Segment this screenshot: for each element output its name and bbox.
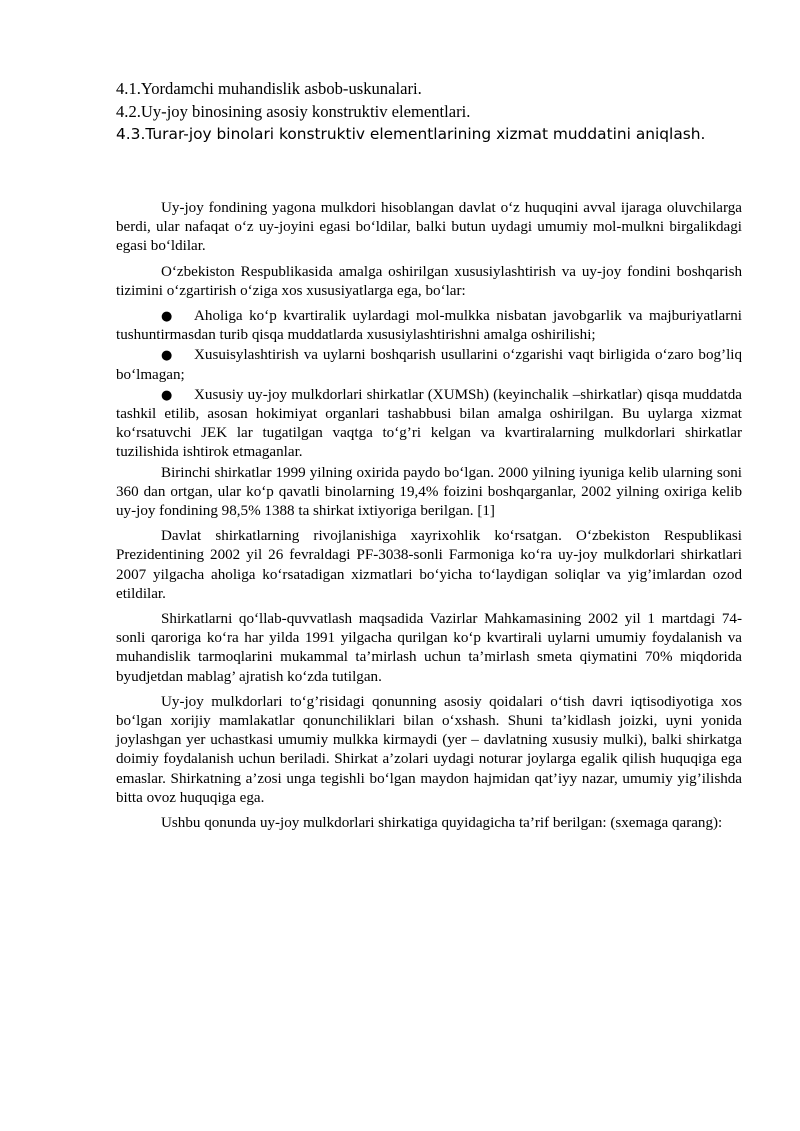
bullet-item-1: [116, 307, 742, 345]
heading-4-2: 4.2.Uy-joy binosining asosiy konstruktiv elementlari.: [116, 101, 471, 121]
heading-4-3: 4.3.Turar-joy binolari konstruktiv elementlarining xizmat muddatini aniqlash.: [116, 125, 706, 143]
bullet-item-3: [116, 386, 742, 463]
paragraph-6: Uy-joy mulkdorlari to‘g’risidagi qonunning asosiy qoidalari o‘tish davri iqtisodiyotiga xos bo‘lgan xorijiy mamlakatlar qonunchiliklari bilan o‘xshash. Shuni ta’kidlash joizki, uyni yonida joylashgan yer uchastkasi umumiy mulkka kirmaydi (yer – davlatning xususiy mulki), balki shirkatga doimiy foydalanish uchun beriladi. Shirkat a’zolari uydagi noturar joylarga egalik qilish huquqiga ega emaslar. Shirkatning a’zosi unga tegishli bo‘lgan maydon hajmidan qat’iyy nazar, umumiy yig’ilishda bitta ovoz huquqiga ega.: [116, 693, 742, 806]
paragraph-2: O‘zbekiston Respublikasida amalga oshirilgan xususiylashtirish va uy-joy fondini boshqarish tizimini o‘zgartirish o‘ziga xos xususiyatlarga ega, bo‘lar:: [116, 263, 742, 299]
paragraph-1: Uy-joy fondining yagona mulkdori hisoblangan davlat o‘z huquqini avval ijaraga oluvchilarga berdi, ular nafaqat o‘z uy-joyini egasi bo‘ldilar, balki butun uydagi umumiy mol-mulkni birgalikdagi egasi bo‘ldilar.: [116, 200, 742, 255]
bullet-icon: ●: [161, 309, 173, 325]
section-headings: [116, 78, 776, 146]
bullet-icon: ●: [161, 387, 173, 403]
document-body: [116, 199, 742, 839]
bullet-text: Xususiy uy-joy mulkdorlari shirkatlar (XUMSh) (keyinchalik –shirkatlar) qisqa muddatda tashkil etilib, asosan hokimiyat organlari tashabbusi bilan amalga oshirilgan. Bu uylarga xizmat ko‘rsatuvchi JEK lar tugatilgan vaqtga to‘g’ri kelgan va kvartiralarning mulkdorlari shirkatlar tuzilishida ishtirok etmaganlar.: [116, 386, 742, 461]
paragraph-4: Davlat shirkatlarning rivojlanishiga xayrixohlik ko‘rsatgan. O‘zbekiston Respublikasi Prezidentining 2002 yil 26 fevraldagi PF-3038-sonli Farmoniga ko‘ra uy-joy mulkdorlari shirkatlari 2007 yilgacha aholiga ko‘rsatadigan xizmatlari bo‘yicha to‘laydigan soliqlar va yig’imlardan ozod etildilar.: [116, 528, 742, 602]
paragraph-7: Ushbu qonunda uy-joy mulkdorlari shirkatiga quyidagicha ta’rif berilgan: (sxemaga qarang):: [161, 815, 723, 832]
paragraph-5: Shirkatlarni qo‘llab-quvvatlash maqsadida Vazirlar Mahkamasining 2002 yil 1 martdagi 74-sonli qaroriga ko‘ra har yilda 1991 yilgacha qurilgan ko‘p kvartirali uylarni umumiy foydalanish va muhandislik tarmoqlarini mukammal ta’mirlash uchun ta’mirlash smeta qiymatini 70% miqdorida byudjetdan mablag’ ajratish ko‘zda tutilgan.: [116, 611, 742, 685]
bullet-item-2: [116, 346, 742, 384]
heading-4-1: 4.1.Yordamchi muhandislik asbob-uskunalari.: [116, 79, 422, 98]
bullet-text: Aholiga ko‘p kvartiralik uylardagi mol-mulkka nisbatan javobgarlik va majburiyatlarni tushuntirmasdan turib qisqa muddatlarda xususiylashtirishni amalga oshirilishi;: [116, 308, 742, 344]
bullet-icon: ●: [161, 348, 173, 364]
paragraph-3: Birinchi shirkatlar 1999 yilning oxirida paydo bo‘lgan. 2000 yilning iyuniga kelib ularning soni 360 dan ortgan, ular ko‘p qavatli binolarning 19,4% foizini boshqarganlar, 2002 yilning oxiriga kelib uy-joy fondining 98,5% 1388 ta shirkat ixtiyoriga berilgan. [1]: [116, 464, 742, 520]
bullet-text: Xusuisylashtirish va uylarni boshqarish usullarini o‘zgarishi vaqt birligida o‘zaro bog’liq bo‘lmagan;: [116, 347, 742, 383]
